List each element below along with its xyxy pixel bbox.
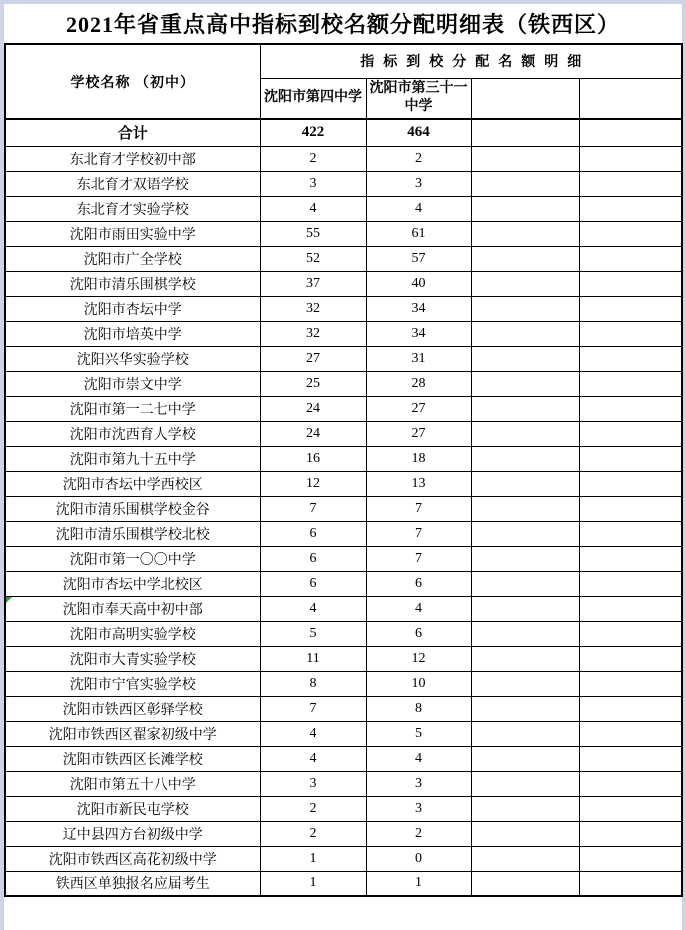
quota-cell: 2: [260, 146, 366, 171]
quota-cell: [579, 496, 682, 521]
table-header: [5, 44, 682, 119]
header-col-school-4: 沈阳市第四中学: [260, 78, 366, 119]
quota-cell: [471, 471, 579, 496]
table-row: [5, 271, 682, 296]
quota-cell: [471, 246, 579, 271]
school-name-cell: 沈阳市杏坛中学西校区: [5, 471, 260, 496]
table-row: [5, 746, 682, 771]
quota-cell: 7: [366, 546, 471, 571]
quota-cell: [471, 546, 579, 571]
quota-cell: 32: [260, 296, 366, 321]
table-row: [5, 471, 682, 496]
quota-cell: [471, 496, 579, 521]
table-row: [5, 221, 682, 246]
table-row: [5, 146, 682, 171]
table-row: [5, 446, 682, 471]
table-body: [5, 119, 682, 896]
quota-cell: [471, 846, 579, 871]
school-name-cell: 沈阳市宁官实验学校: [5, 671, 260, 696]
table-row: [5, 546, 682, 571]
table-row: [5, 496, 682, 521]
total-value-school-4: 422: [260, 119, 366, 146]
school-name-cell: 沈阳市清乐围棋学校北校: [5, 521, 260, 546]
school-name-cell: 沈阳市铁西区翟家初级中学: [5, 721, 260, 746]
quota-cell: [579, 796, 682, 821]
school-name-cell: 沈阳市高明实验学校: [5, 621, 260, 646]
quota-cell: [471, 521, 579, 546]
quota-cell: [579, 596, 682, 621]
school-name-cell: 沈阳市崇文中学: [5, 371, 260, 396]
quota-cell: [471, 171, 579, 196]
table-row: [5, 771, 682, 796]
quota-cell: [471, 871, 579, 896]
quota-cell: [579, 346, 682, 371]
quota-cell: [579, 646, 682, 671]
quota-cell: [471, 346, 579, 371]
quota-cell: 6: [260, 521, 366, 546]
table-row: [5, 871, 682, 896]
header-row-group: [5, 44, 682, 78]
quota-cell: [471, 571, 579, 596]
quota-cell: 2: [260, 796, 366, 821]
quota-cell: 27: [366, 396, 471, 421]
quota-cell: 40: [366, 271, 471, 296]
quota-cell: [579, 571, 682, 596]
quota-cell: [471, 721, 579, 746]
quota-cell: [579, 421, 682, 446]
quota-cell: 7: [260, 696, 366, 721]
quota-cell: 3: [366, 171, 471, 196]
quota-cell: [579, 871, 682, 896]
school-name-cell: 沈阳市杏坛中学: [5, 296, 260, 321]
quota-cell: 5: [260, 621, 366, 646]
school-name-cell: 沈阳市铁西区长滩学校: [5, 746, 260, 771]
quota-cell: 28: [366, 371, 471, 396]
header-school-name: 学校名称 （初中）: [5, 44, 260, 119]
total-value-empty-2: [579, 119, 682, 146]
table-row: [5, 571, 682, 596]
quota-cell: [579, 371, 682, 396]
school-name-cell: 铁西区单独报名应届考生: [5, 871, 260, 896]
school-name-cell: 沈阳市铁西区彰驿学校: [5, 696, 260, 721]
total-row: [5, 119, 682, 146]
table-row: [5, 671, 682, 696]
quota-cell: 1: [260, 871, 366, 896]
quota-cell: [579, 271, 682, 296]
quota-cell: 24: [260, 421, 366, 446]
quota-cell: [579, 746, 682, 771]
quota-cell: [471, 671, 579, 696]
quota-cell: 10: [366, 671, 471, 696]
quota-cell: 5: [366, 721, 471, 746]
quota-cell: 1: [366, 871, 471, 896]
quota-cell: 32: [260, 321, 366, 346]
quota-cell: 7: [366, 521, 471, 546]
school-name-cell: 沈阳市雨田实验中学: [5, 221, 260, 246]
school-name-cell: 沈阳市第五十八中学: [5, 771, 260, 796]
quota-cell: 4: [260, 721, 366, 746]
quota-cell: [471, 796, 579, 821]
green-triangle-marker: [6, 597, 12, 603]
school-name-cell: 辽中县四方台初级中学: [5, 821, 260, 846]
school-name-cell: 沈阳市杏坛中学北校区: [5, 571, 260, 596]
quota-cell: [471, 771, 579, 796]
total-value-empty-1: [471, 119, 579, 146]
quota-cell: 16: [260, 446, 366, 471]
school-name-cell: 沈阳市大青实验学校: [5, 646, 260, 671]
quota-cell: [471, 696, 579, 721]
quota-cell: 4: [366, 746, 471, 771]
header-quota-group: 指标到校分配名额明细: [260, 44, 682, 78]
quota-cell: 6: [260, 546, 366, 571]
quota-cell: [471, 421, 579, 446]
quota-cell: 25: [260, 371, 366, 396]
quota-cell: 3: [260, 171, 366, 196]
quota-cell: 3: [260, 771, 366, 796]
quota-cell: 4: [366, 596, 471, 621]
quota-cell: [471, 446, 579, 471]
school-name-cell: 东北育才实验学校: [5, 196, 260, 221]
quota-cell: 6: [366, 621, 471, 646]
quota-cell: 31: [366, 346, 471, 371]
quota-cell: 2: [260, 821, 366, 846]
page-title: 2021年省重点高中指标到校名额分配明细表（铁西区）: [65, 12, 620, 37]
quota-cell: [579, 846, 682, 871]
school-name-cell: 沈阳市铁西区高花初级中学: [5, 846, 260, 871]
quota-cell: [579, 721, 682, 746]
school-name-cell: 沈阳市培英中学: [5, 321, 260, 346]
school-name-cell: 沈阳市第一〇〇中学: [5, 546, 260, 571]
quota-cell: 6: [260, 571, 366, 596]
quota-cell: 27: [366, 421, 471, 446]
table-row: [5, 421, 682, 446]
quota-cell: [579, 771, 682, 796]
quota-cell: 11: [260, 646, 366, 671]
quota-cell: 4: [260, 596, 366, 621]
quota-cell: 7: [260, 496, 366, 521]
table-row: [5, 696, 682, 721]
quota-cell: [471, 396, 579, 421]
school-name-cell: 沈阳市奉天高中初中部: [5, 596, 260, 621]
header-col-empty-2: [579, 78, 682, 119]
quota-cell: [579, 671, 682, 696]
quota-cell: [579, 546, 682, 571]
quota-cell: 27: [260, 346, 366, 371]
school-name-cell: 沈阳市清乐围棋学校金谷: [5, 496, 260, 521]
quota-cell: 4: [260, 196, 366, 221]
quota-cell: [579, 246, 682, 271]
school-name-cell: 沈阳市沈西育人学校: [5, 421, 260, 446]
quota-cell: [471, 621, 579, 646]
quota-table: [4, 43, 683, 897]
quota-cell: [471, 371, 579, 396]
table-row: [5, 246, 682, 271]
school-name-cell: 东北育才双语学校: [5, 171, 260, 196]
quota-cell: 2: [366, 821, 471, 846]
quota-cell: [471, 196, 579, 221]
quota-cell: 57: [366, 246, 471, 271]
header-col-empty-1: [471, 78, 579, 119]
table-row: [5, 596, 682, 621]
quota-cell: [579, 196, 682, 221]
quota-cell: [471, 221, 579, 246]
table-row: [5, 821, 682, 846]
table-row: [5, 396, 682, 421]
document-page: [4, 4, 682, 930]
table-row: [5, 296, 682, 321]
quota-cell: [471, 596, 579, 621]
quota-cell: 7: [366, 496, 471, 521]
quota-cell: [579, 446, 682, 471]
quota-cell: 0: [366, 846, 471, 871]
header-col-school-31: 沈阳市第三十一中学: [366, 78, 471, 119]
table-row: [5, 346, 682, 371]
quota-cell: 8: [366, 696, 471, 721]
quota-cell: 4: [260, 746, 366, 771]
quota-cell: [579, 296, 682, 321]
table-row: [5, 846, 682, 871]
quota-cell: [579, 471, 682, 496]
quota-cell: [579, 621, 682, 646]
quota-cell: 34: [366, 296, 471, 321]
quota-cell: 55: [260, 221, 366, 246]
quota-cell: [579, 521, 682, 546]
quota-cell: [579, 821, 682, 846]
quota-cell: [579, 146, 682, 171]
quota-cell: 52: [260, 246, 366, 271]
quota-cell: [579, 171, 682, 196]
school-name-cell: 沈阳市广全学校: [5, 246, 260, 271]
quota-cell: 18: [366, 446, 471, 471]
table-row: [5, 621, 682, 646]
school-name-cell: 沈阳市清乐围棋学校: [5, 271, 260, 296]
table-row: [5, 796, 682, 821]
quota-cell: 24: [260, 396, 366, 421]
table-row: [5, 371, 682, 396]
quota-cell: 4: [366, 196, 471, 221]
total-label: 合计: [5, 119, 260, 146]
school-name-cell: 沈阳市第九十五中学: [5, 446, 260, 471]
quota-cell: [471, 321, 579, 346]
table-row: [5, 646, 682, 671]
quota-cell: 12: [260, 471, 366, 496]
quota-cell: [471, 146, 579, 171]
quota-cell: 13: [366, 471, 471, 496]
school-name-cell: 沈阳市新民屯学校: [5, 796, 260, 821]
quota-cell: 6: [366, 571, 471, 596]
quota-cell: [579, 221, 682, 246]
quota-cell: 34: [366, 321, 471, 346]
quota-cell: [471, 271, 579, 296]
quota-cell: [471, 296, 579, 321]
quota-cell: [579, 696, 682, 721]
quota-cell: [471, 746, 579, 771]
quota-cell: 12: [366, 646, 471, 671]
school-name-cell: 东北育才学校初中部: [5, 146, 260, 171]
total-value-school-31: 464: [366, 119, 471, 146]
quota-cell: 61: [366, 221, 471, 246]
quota-cell: [471, 821, 579, 846]
school-name-cell: 沈阳市第一二七中学: [5, 396, 260, 421]
quota-cell: 37: [260, 271, 366, 296]
quota-cell: 8: [260, 671, 366, 696]
table-row: [5, 521, 682, 546]
quota-cell: 1: [260, 846, 366, 871]
table-row: [5, 171, 682, 196]
quota-cell: 3: [366, 796, 471, 821]
quota-cell: [579, 321, 682, 346]
quota-cell: [471, 646, 579, 671]
table-row: [5, 321, 682, 346]
table-row: [5, 721, 682, 746]
quota-cell: [579, 396, 682, 421]
school-name-cell: 沈阳兴华实验学校: [5, 346, 260, 371]
quota-cell: 3: [366, 771, 471, 796]
quota-cell: 2: [366, 146, 471, 171]
table-row: [5, 196, 682, 221]
